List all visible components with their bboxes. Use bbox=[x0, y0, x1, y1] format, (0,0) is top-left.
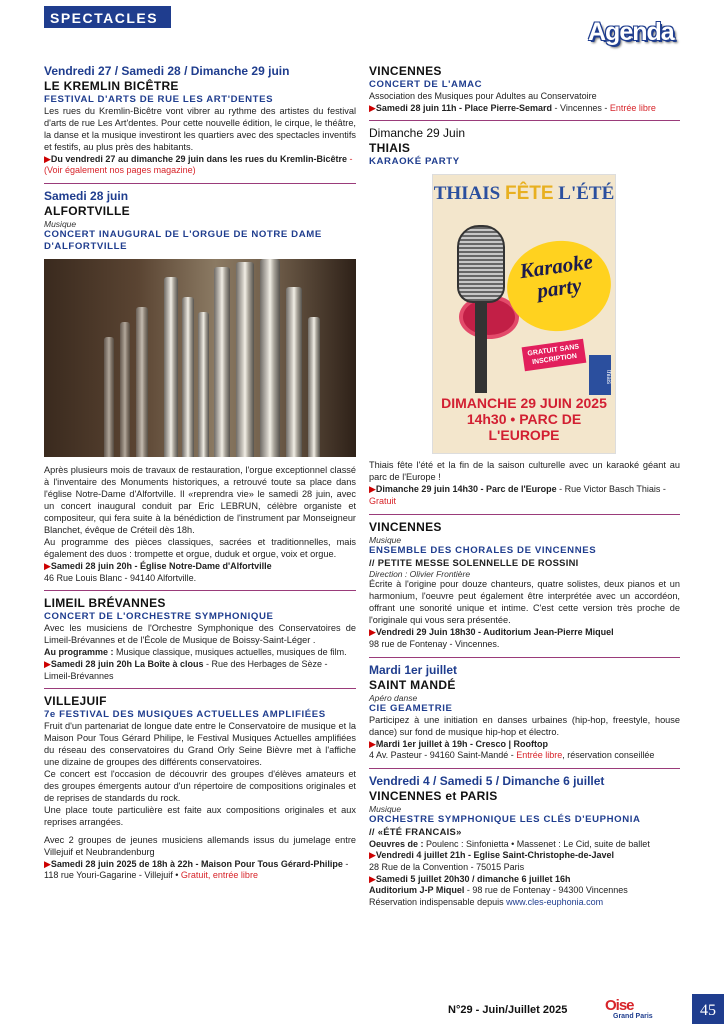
arrow-icon: ▶ bbox=[44, 153, 51, 164]
poster-free-tag: GRATUIT SANS INSCRIPTION bbox=[522, 339, 587, 372]
event-city: THIAIS bbox=[369, 141, 411, 156]
magazine-logo: Oise Grand Paris bbox=[605, 997, 653, 1020]
event-direction: Direction : Olivier Frontière bbox=[369, 569, 471, 580]
event-genre: Musique bbox=[44, 219, 77, 230]
microphone-stand bbox=[475, 303, 487, 393]
event-genre: Apéro danse bbox=[369, 692, 418, 703]
website-link[interactable]: www.cles-euphonia.com bbox=[506, 897, 604, 908]
event-date: Mardi 1er juillet bbox=[369, 662, 458, 677]
event-date: Samedi 28 juin bbox=[44, 189, 129, 204]
poster-date: DIMANCHE 29 JUIN 2025 14h30 • PARC DE L'EUROPE bbox=[441, 395, 607, 444]
event-subtitle: // PETITE MESSE SOLENNELLE DE ROSSINI bbox=[369, 556, 579, 568]
event-city: SAINT MANDÉ bbox=[369, 677, 456, 692]
event-city: LIMEIL BRÉVANNES bbox=[44, 596, 166, 611]
left-column bbox=[44, 64, 356, 882]
event-info: ▶Vendredi 4 juillet 21h - Eglise Saint-Christophe-de-Javel bbox=[369, 850, 614, 861]
event-address: 28 Rue de la Convention - 75015 Paris bbox=[369, 861, 525, 872]
event-date: Vendredi 27 / Samedi 28 / Dimanche 29 juin bbox=[44, 64, 290, 78]
separator bbox=[369, 120, 680, 121]
agenda-logo: Agenda bbox=[588, 18, 674, 46]
event-info: ▶Vendredi 29 Juin 18h30 - Auditorium Jean-Pierre Miquel bbox=[369, 627, 614, 638]
event-vincennes-amac bbox=[369, 64, 680, 114]
poster-badge: Karaoke party bbox=[501, 235, 616, 339]
event-city: VINCENNES bbox=[369, 64, 442, 78]
separator bbox=[44, 183, 356, 184]
event-description: Avec les musiciens de l'Orchestre Symphonique des Conservatoires de Limeil-Brévannes et de l'École de Musique de Boissy-Saint-Léger . bbox=[44, 623, 356, 646]
event-address: 98 rue de Fontenay - Vincennes. bbox=[369, 638, 500, 649]
event-genre: Musique bbox=[369, 804, 402, 815]
event-city: LE KREMLIN BICÊTRE bbox=[44, 79, 179, 93]
event-info: ▶Samedi 28 juin 11h - Place Pierre-Semard - Vincennes - Entrée libre bbox=[369, 102, 656, 113]
event-title: CONCERT DE L'AMAC bbox=[369, 79, 483, 90]
event-title: KARAOKÉ PARTY bbox=[369, 156, 460, 168]
event-info: ▶Samedi 28 juin 20h - Église Notre-Dame d'Alfortville bbox=[44, 560, 272, 571]
arrow-icon: ▶ bbox=[44, 560, 51, 571]
event-saint-mande bbox=[369, 663, 680, 762]
thiais-logo: thiais bbox=[589, 355, 611, 395]
event-city: VINCENNES bbox=[369, 519, 442, 534]
event-description: Ce concert est l'occasion de découvrir des groupes d'élèves amateurs et des groupes émergents autour d'un répertoire de compositions originales et de reprises de standards du rock. bbox=[44, 769, 356, 803]
event-villejuif bbox=[44, 694, 356, 882]
event-city: VILLEJUIF bbox=[44, 694, 107, 709]
event-description: Avec 2 groupes de jeunes musiciens allemands issus du jumelage entre Villejuif et Neubrandenburg bbox=[44, 834, 356, 857]
event-description: Une place toute particulière est faite aux compositions originales et aux reprises arrangées. bbox=[44, 804, 356, 827]
event-address: Auditorium J-P Miquel - 98 rue de Fontenay - 94300 Vincennes bbox=[369, 885, 628, 896]
event-title: ORCHESTRE SYMPHONIQUE LES CLÉS D'EUPHONIA bbox=[369, 814, 641, 826]
event-limeil bbox=[44, 596, 356, 682]
arrow-icon: ▶ bbox=[369, 738, 376, 749]
event-city: VINCENNES et PARIS bbox=[369, 789, 498, 804]
event-info: ▶Du vendredi 27 au dimanche 29 juin dans les rues du Kremlin-Bicêtre - (Voir également nos pages magazine) bbox=[44, 153, 353, 176]
event-vincennes-chorales bbox=[369, 520, 680, 651]
issue-number: N°29 - Juin/Juillet 2025 bbox=[448, 1004, 568, 1016]
event-date: Vendredi 4 / Samedi 5 / Dimanche 6 juillet bbox=[369, 774, 605, 789]
arrow-icon: ▶ bbox=[369, 102, 376, 113]
event-info: ▶Samedi 5 juillet 20h30 / dimanche 6 juillet 16h bbox=[369, 873, 571, 884]
separator bbox=[44, 688, 356, 689]
event-info: ▶Samedi 28 juin 2025 de 18h à 22h - Maison Pour Tous Gérard-Philipe - 118 rue Youri-Gagarine - Villejuif • Gratuit, entrée libre bbox=[44, 858, 349, 881]
arrow-icon: ▶ bbox=[369, 850, 376, 861]
event-subtitle: // «ÉTÉ FRANCAIS» bbox=[369, 826, 462, 838]
arrow-icon: ▶ bbox=[369, 627, 376, 638]
event-program: Au programme des pièces classiques, sacrées et traditionnelles, mais également des duos : trompette et orgue, duduk et orgue, voix et orgue. bbox=[44, 537, 356, 559]
event-title: CONCERT DE L'ORCHESTRE SYMPHONIQUE bbox=[44, 611, 274, 623]
event-description: Fruit d'un partenariat de longue date entre le Conservatoire de musique et la Maison Pour Tous Gérard Philipe, le Festival Musiques Actuelles amplifiées du réseau des conservatoires du Grand Orly Seine Bièvre met à l'affiche une dizaine de groupes des différents conservatoires. bbox=[44, 721, 356, 768]
separator bbox=[44, 590, 356, 591]
separator bbox=[369, 768, 680, 769]
arrow-icon: ▶ bbox=[44, 858, 51, 869]
event-info: ▶Samedi 28 juin 20h La Boîte à clous - Rue des Herbages de Sèze - Limeil-Brévannes bbox=[44, 658, 328, 681]
right-column bbox=[369, 64, 680, 909]
event-title: 7e FESTIVAL DES MUSIQUES ACTUELLES AMPLIFIÉES bbox=[44, 709, 326, 721]
page-number: 45 bbox=[692, 994, 724, 1024]
karaoke-poster bbox=[432, 174, 616, 454]
event-kremlin bbox=[44, 64, 356, 177]
event-description: Association des Musiques pour Adultes au Conservatoire bbox=[369, 90, 597, 101]
separator bbox=[369, 657, 680, 658]
organ-photo bbox=[44, 259, 356, 457]
event-title: ENSEMBLE DES CHORALES DE VINCENNES bbox=[369, 544, 597, 556]
event-title: CIE GEAMETRIE bbox=[369, 702, 453, 714]
event-city: ALFORTVILLE bbox=[44, 204, 130, 219]
event-reservation: Réservation indispensable depuis www.cles-euphonia.com bbox=[369, 897, 604, 908]
microphone-icon bbox=[457, 225, 505, 303]
event-title: FESTIVAL D'ARTS DE RUE LES ART'DENTES bbox=[44, 94, 274, 105]
event-address: 46 Rue Louis Blanc - 94140 Alfortville. bbox=[44, 572, 197, 583]
event-info: ▶Dimanche 29 juin 14h30 - Parc de l'Europe - Rue Victor Basch Thiais - Gratuit bbox=[369, 484, 666, 506]
event-description: Écrite à l'origine pour douze chanteurs, quatre solistes, deux pianos et un harmonium, l'oeuvre peut également être interprétée avec un accordéon, offrant une sonorité unique et intime. C'est cette version très proche de l'originale qui vous sera présentée. bbox=[369, 579, 680, 626]
event-alfortville bbox=[44, 189, 356, 584]
event-description: Thiais fête l'été et la fin de la saison culturelle avec un karaoké géant au parc de l'Europe ! bbox=[369, 460, 680, 483]
event-genre: Musique bbox=[369, 534, 402, 545]
event-description: Après plusieurs mois de travaux de restauration, l'orgue exceptionnel classé à l'inventaire des Monuments historiques, a retrouvé toute sa place dans l'église Notre-Dame d'Alfortville. Il «reprendra vie» le samedi 28 juin, avec un concert inaugural conduit par Eric LEBRUN, célèbre organiste et compositeur, qui fera suite à la bénédiction de l'instrument par Monseigneur Blanchet, évêque de Créteil dès 18h. bbox=[44, 465, 356, 536]
event-euphonia bbox=[369, 774, 680, 909]
event-program: Au programme : Musique classique, musiques actuelles, musiques de film. bbox=[44, 647, 347, 658]
separator bbox=[369, 514, 680, 515]
event-address: 4 Av. Pasteur - 94160 Saint-Mandé - Entrée libre, réservation conseillée bbox=[369, 750, 655, 761]
arrow-icon: ▶ bbox=[44, 658, 51, 669]
event-description: Les rues du Kremlin-Bicêtre vont vibrer au rythme des artistes du festival d'arts de rue Les Art'dentes. Pour cette nouvelle édition, le cirque, le théâtre, la danse et la musique investiront les quartiers avec des spectacles inventifs et festifs, au plus près des habitants. bbox=[44, 105, 356, 152]
event-date: Dimanche 29 Juin bbox=[369, 126, 466, 141]
arrow-icon: ▶ bbox=[369, 484, 376, 495]
section-tag: SPECTACLES bbox=[44, 6, 171, 28]
event-thiais bbox=[369, 126, 680, 507]
arrow-icon: ▶ bbox=[369, 873, 376, 884]
poster-title: THIAIS FÊTE L'ÉTÉ bbox=[433, 183, 615, 205]
event-info: ▶Mardi 1er juillet à 19h - Cresco | Rooftop bbox=[369, 738, 548, 749]
event-works: Oeuvres de : Poulenc : Sinfonietta • Massenet : Le Cid, suite de ballet bbox=[369, 838, 650, 849]
event-title: CONCERT INAUGURAL DE L'ORGUE DE NOTRE DAME D'ALFORTVILLE bbox=[44, 229, 322, 253]
event-description: Participez à une initiation en danses urbaines (hip-hop, freestyle, house dance) sur fond de musique hip-hop et électro. bbox=[369, 714, 680, 737]
